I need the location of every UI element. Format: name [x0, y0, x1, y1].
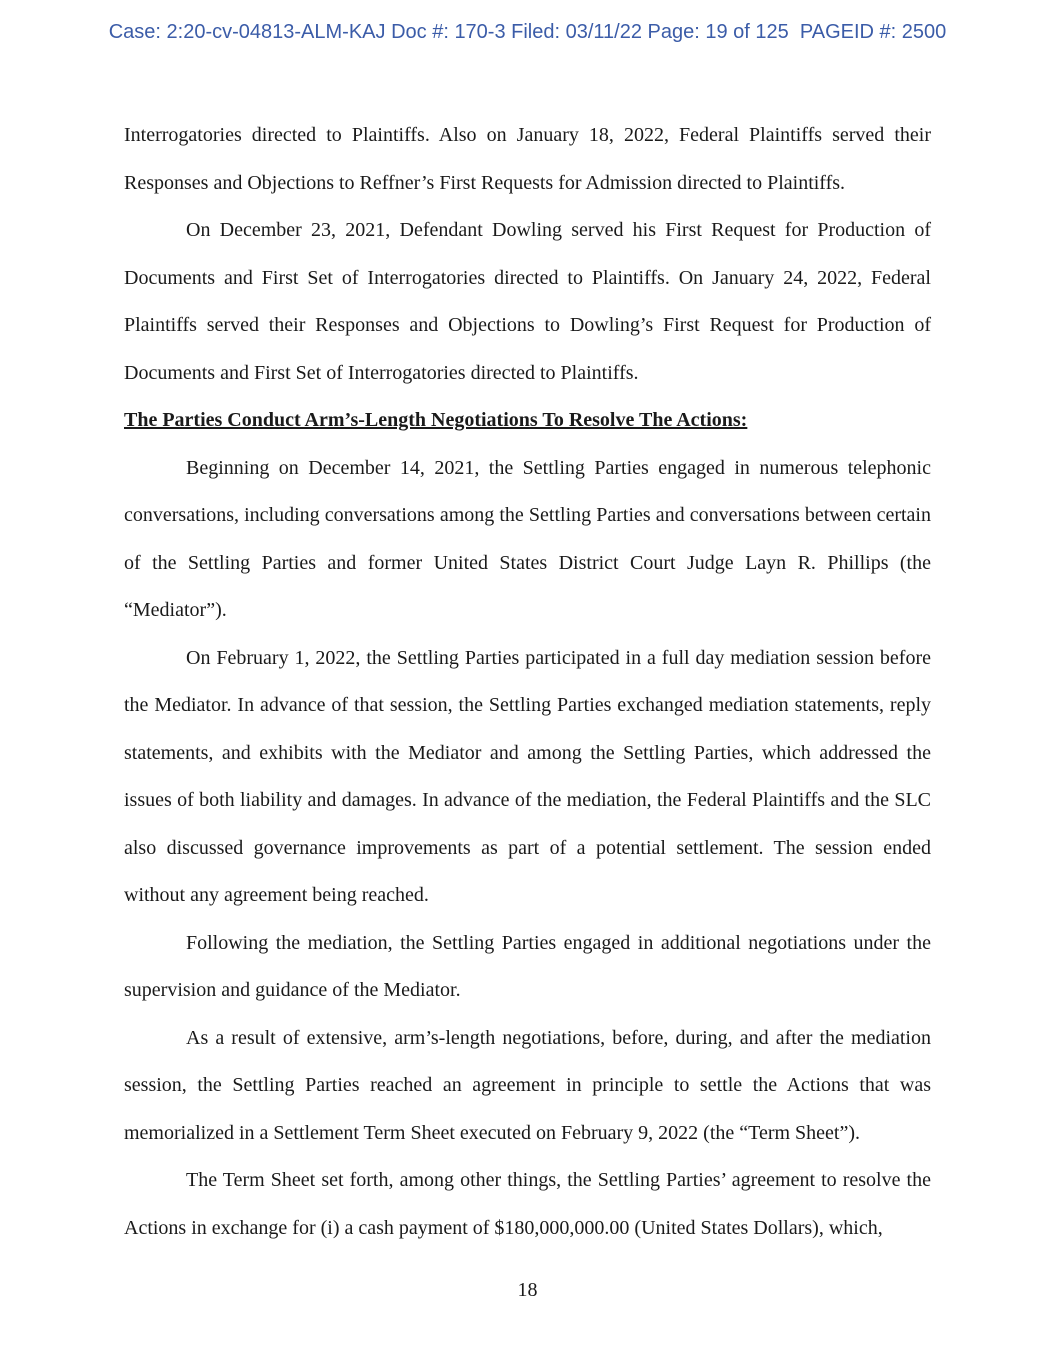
paragraph-telephonic-conversations: Beginning on December 14, 2021, the Settling Parties engaged in numerous telephonic conversations, including conversations among the Settling Parties and conversations between certain of the Settling Parties and former United States District Court Judge Layn R. Phillips (the “Mediator”). — [124, 456, 931, 621]
paragraph-additional-negotiations: Following the mediation, the Settling Parties engaged in additional negotiations under the supervision and guidance of the Mediator. — [124, 931, 931, 1001]
paragraph-dowling-requests: On December 23, 2021, Defendant Dowling served his First Request for Production of Documents and First Set of Interrogatories directed to Plaintiffs. On January 24, 2022, Federal Plaintiffs served their Responses and Objections to Dowling’s First Request for Production of Documents and First Set of Interrogatories directed to Plaintiffs. — [124, 219, 931, 384]
case-header: Case: 2:20-cv-04813-ALM-KAJ Doc #: 170-3 Filed: 03/11/22 Page: 19 of 125 PAGEID #: 2500 — [108, 21, 947, 43]
page-number: 18 — [517, 1279, 538, 1301]
paragraph-mediation-session: On February 1, 2022, the Settling Parties participated in a full day mediation session before the Mediator. In advance of that session, the Settling Parties exchanged mediation statements, reply statements, and exhibits with the Mediator and among the Settling Parties, which addressed the issues of both liability and damages. In advance of the mediation, the Federal Plaintiffs and the SLC also discussed governance improvements as part of a potential settlement. The session ended without any agreement being reached. — [124, 646, 931, 906]
paragraph-settlement-terms: The Term Sheet set forth, among other things, the Settling Parties’ agreement to resolve the Actions in exchange for (i) a cash payment of $180,000,000.00 (United States Dollars), which, — [124, 1169, 931, 1239]
paragraph-term-sheet: As a result of extensive, arm’s-length negotiations, before, during, and after the mediation session, the Settling Parties reached an agreement in principle to settle the Actions that was memorialized in a Settlement Term Sheet executed on February 9, 2022 (the “Term Sheet”). — [124, 1026, 931, 1144]
document-body — [124, 112, 931, 1252]
paragraph-continuation: Interrogatories directed to Plaintiffs. Also on January 18, 2022, Federal Plaintiffs served their Responses and Objections to Reffner’s First Requests for Admission directed to Plaintiffs. — [124, 124, 931, 194]
section-heading: The Parties Conduct Arm’s-Length Negotiations To Resolve The Actions: — [124, 409, 748, 431]
